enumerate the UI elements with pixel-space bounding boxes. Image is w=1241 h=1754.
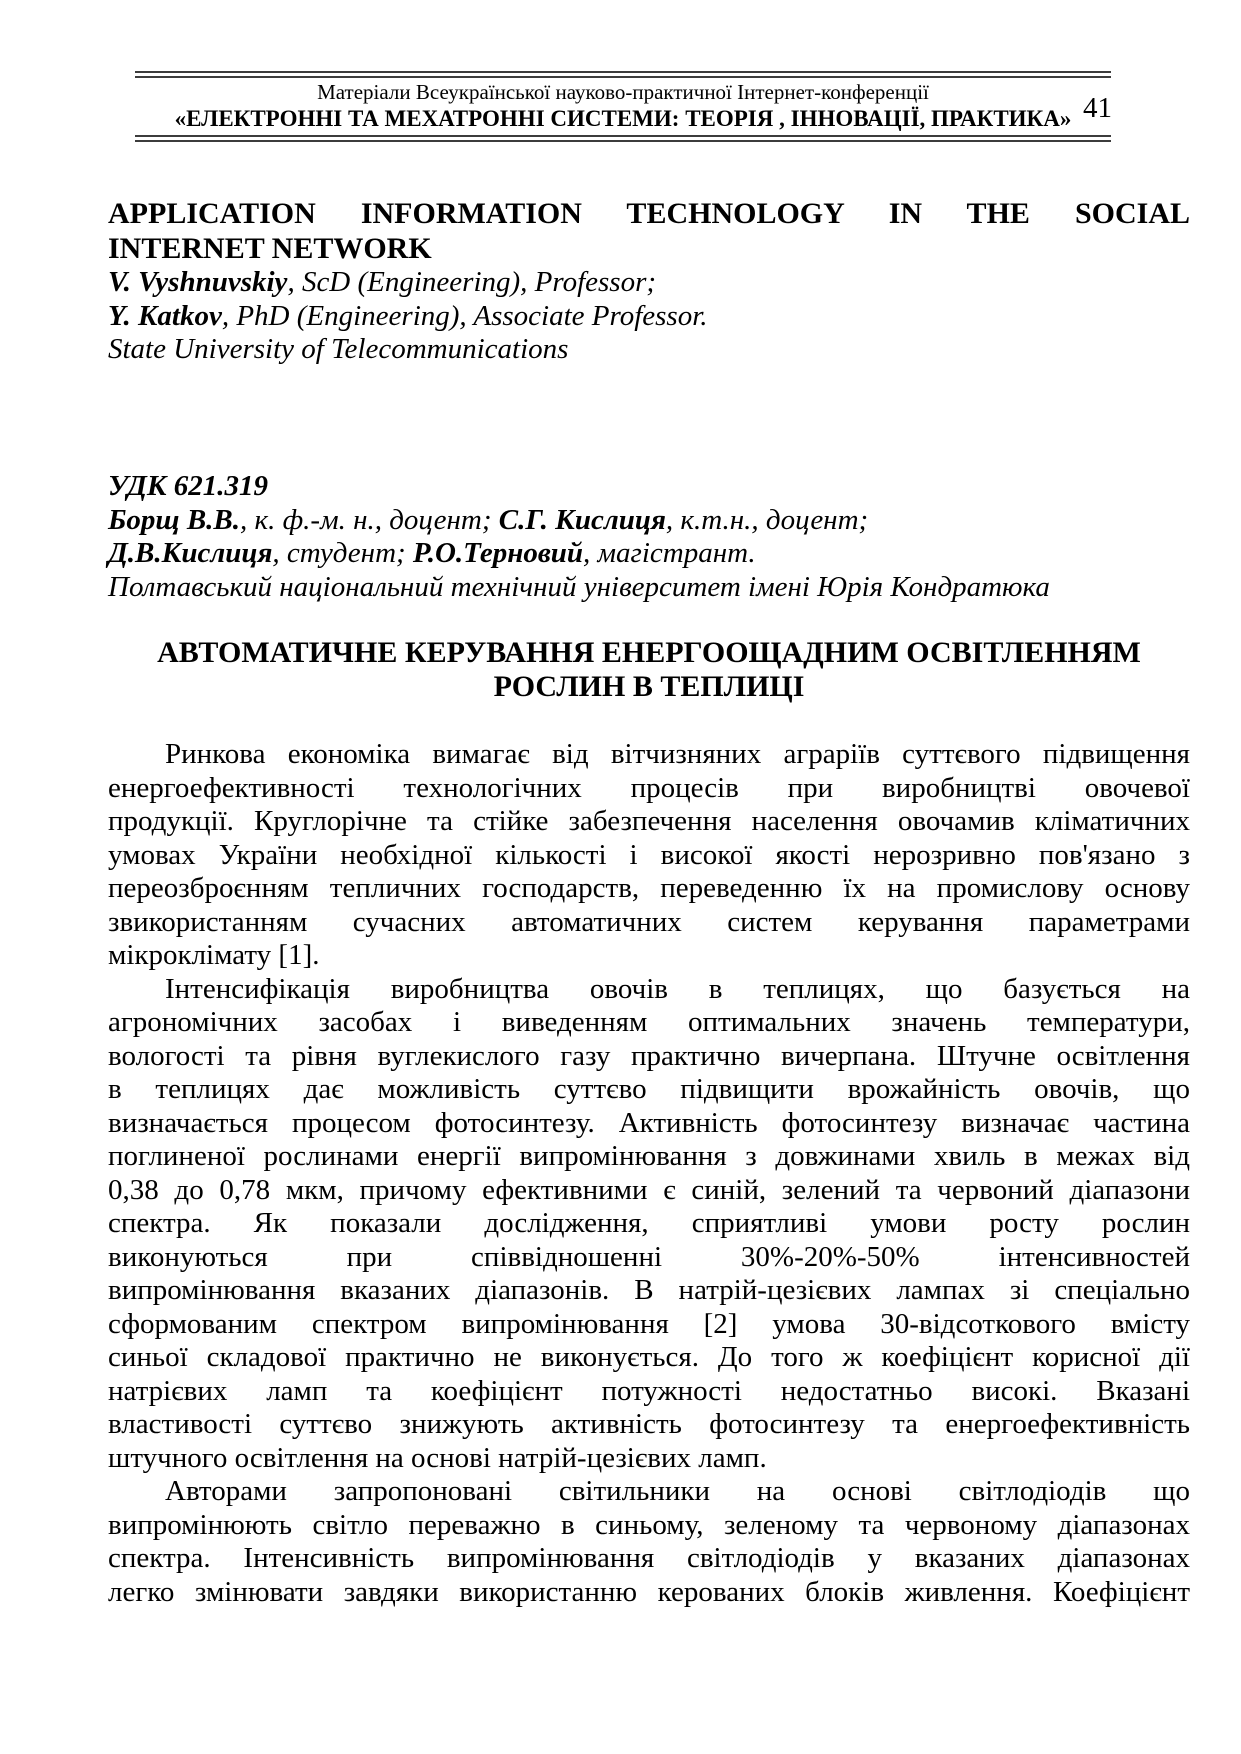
paragraph-2-line-7: 0,38 до 0,78 мкм, причому ефективними є синій, зелений та червоний діапазони [108,1173,1190,1206]
paragraph-2-line-9: виконуються при співвідношенні 30%-20%-50% інтенсивностей [108,1240,1190,1273]
paragraph-2-line-15: штучного освітлення на основі натрій-цезієвих ламп. [108,1441,767,1474]
udc-code: УДК 621.319 [108,470,268,502]
paragraph-3-line-2: випромінюють світло переважно в синьому, зеленому та червоному діапазонах [108,1508,1190,1541]
header-conference-line: Матеріали Всеукраїнської науково-практичної Інтернет-конференції [317,80,929,104]
affiliation-en: State University of Telecommunications [108,333,569,365]
paragraph-2-line-1: Інтенсифікація виробництва овочів в теплицях, що базується на [165,972,1190,1005]
header-top-rule [135,71,1111,78]
title-line: РОСЛИН В ТЕПЛИЦІ [493,670,805,703]
english-article-block [108,196,1190,367]
author-name: Д.В.Кислиця [108,537,273,569]
header-conference-title: «ЕЛЕКТРОННІ ТА МЕХАТРОННІ СИСТЕМИ: ТЕОРІЯ , ІННОВАЦІЇ, ПРАКТИКА» [174,106,1072,131]
author-name: С.Г. Кислиця [498,503,666,536]
paragraph-2-line-5: визначається процесом фотосинтезу. Активність фотосинтезу визначає частина [108,1106,1190,1139]
paragraph-2-line-10: випромінювання вказаних діапазонів. В натрій-цезієвих лампах зі спеціально [108,1274,1190,1306]
paragraph-3-line-3: спектра. Інтенсивність випромінювання світлодіодів у вказаних діапазонах [108,1542,1190,1574]
paragraph-1-line-2: енергоефективності технологічних процесів при виробництві овочевої [108,771,1190,804]
article-body [108,738,1190,1609]
paragraph-2-line-4: в теплицях дає можливість суттєво підвищити врожайність овочів, що [108,1073,1190,1105]
author-line-en-1 [108,266,1190,300]
paragraph-1-line-1: Ринкова економіка вимагає від вітчизняних аграріїв суттєвого підвищення [165,738,1190,770]
author-role: , студент; [272,537,413,569]
header-bottom-rule [135,135,1111,142]
author-role: , PhD (Engineering), Associate Professor. [221,299,708,332]
article-title [108,636,1190,704]
paragraph-2-line-12: синьої складової практично не виконується. До того ж коефіцієнт корисної дії [108,1341,1190,1373]
affiliation-ua: Полтавський національний технічний університет імені Юрія Кондратюка [108,570,1050,603]
author-line-ua-2 [108,537,1190,571]
paragraph-1-line-6: звикористанням сучасних автоматичних систем керування параметрами [108,905,1190,938]
paragraph-1-line-3: продукції. Круглорічне та стійке забезпечення населення овочамив кліматичних [108,805,1190,837]
paragraph-1-line-5: переозброєнням тепличних господарств, переведенню їх на промислову основу [108,872,1190,904]
author-line-en-2 [108,300,1190,334]
author-role: , ScD (Engineering), Professor; [287,266,657,298]
paragraph-2-line-8: спектра. Як показали дослідження, сприятливі умови росту рослин [108,1207,1190,1239]
paragraph-3-line-4: легко змінювати завдяки використанню керованих блоків живлення. Коефіцієнт [108,1575,1190,1608]
author-line-ua-1 [108,504,1190,538]
author-name: V. Vyshnuvskiy [108,266,288,298]
paragraph-1-line-4: умовах України необхідної кількості і високої якості нерозривно пов'язано з [108,838,1190,871]
paragraph-2-line-6: поглиненої рослинами енергії випромінювання з довжинами хвиль в межах від [108,1140,1190,1172]
author-name: Y. Katkov [108,299,222,332]
author-name: Борщ В.В. [108,503,241,536]
english-article-title [108,196,1190,266]
paragraph-3-line-1: Авторами запропоновані світильники на основі світлодіодів що [165,1475,1190,1507]
title-line: APPLICATION INFORMATION TECHNOLOGY IN THE SOCIAL [108,197,1190,230]
paragraph-2-line-2: агрономічних засобах і виведенням оптимальних значень температури, [108,1006,1190,1038]
author-name: Р.О.Терновий [412,537,584,569]
paragraph-2-line-3: вологості та рівня вуглекислого газу практично вичерпана. Штучне освітлення [108,1039,1190,1072]
title-line: INTERNET NETWORK [108,232,432,265]
title-line: АВТОМАТИЧНЕ КЕРУВАННЯ ЕНЕРГООЩАДНИМ ОСВІТЛЕННЯМ [157,636,1141,669]
page-number: 41 [1083,92,1112,124]
udc-block [108,470,1190,604]
author-role: , магістрант. [583,537,756,569]
author-role: , к. ф.-м. н., доцент; [240,503,499,536]
paragraph-1-line-7: мікроклімату [1]. [108,939,320,971]
author-role: , к.т.н., доцент; [665,503,869,536]
page-header [135,71,1111,142]
paragraph-2-line-14: властивості суттєво знижують активність фотосинтезу та енергоефективність [108,1408,1190,1440]
paragraph-2-line-13: натрієвих ламп та коефіцієнт потужності недостатньо високі. Вказані [108,1374,1190,1407]
paragraph-2-line-11: сформованим спектром випромінювання [2] умова 30-відсоткового вмісту [108,1307,1190,1340]
